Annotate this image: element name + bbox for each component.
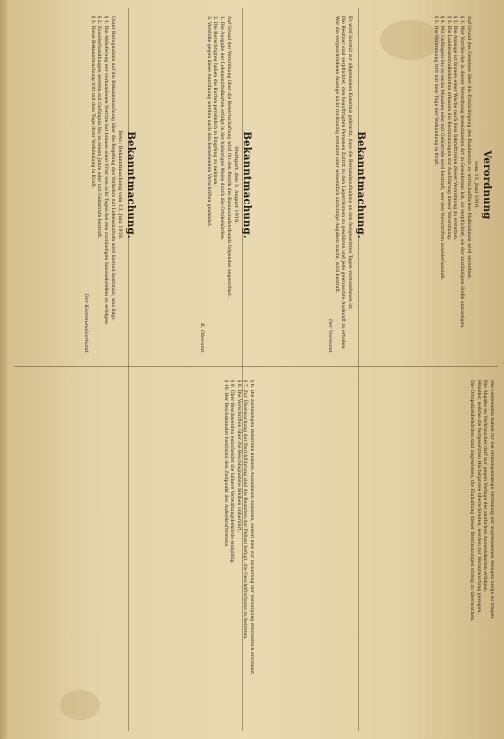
article-paragraph: 1. Die Ausgabe der Lebensmittelkarten erfolgt in der bisherigen Weise durch die Ortsbehörden. (219, 16, 224, 241)
article-block (142, 10, 254, 360)
article-paragraph: § 3. Diese Bekanntmachung tritt mit dem Tage ihrer Verkündung in Kraft. (89, 16, 95, 189)
article-subtitle: Stuttgart, den 3. August 1918. (233, 146, 239, 224)
article-paragraph: § 10. Der Reichskanzler bestimmt den Zeitpunkt des Außerkrafttretens. (222, 380, 228, 548)
article-paragraph: Die Abgabe an Verbraucher darf nur gegen Vorlage der amtlichen Ausweiskarten erfolgen. (482, 380, 488, 593)
article-paragraph: Die Gemeinden haben für die ordnungsmäßige Verteilung der zugewiesenen Mengen Sorge zu tragen. (489, 380, 494, 620)
article-paragraph: § 8. Die Vorschriften über die Beschlagnahme bleiben unberührt. (235, 380, 241, 533)
article-heading: Bekanntmachung. (241, 131, 252, 239)
article-paragraph: § 9. Über Beschwerden entscheidet die höhere Verwaltungsbehörde endgültig. (229, 380, 235, 565)
article-signature: Der Vorstand. (327, 318, 334, 354)
article-block (372, 10, 494, 360)
article-paragraph: Auf Grund des Gesetzes über die Ermächtigung des Bundesrats zu wirtschaftlichen Maßnahmen wird verordnet: (465, 16, 471, 280)
article-paragraph: § 4. Mit Gefängnis bis zu sechs Monaten oder mit Geldstrafe wird bestraft, wer den Vorschriften zuwiderhandelt. (439, 16, 445, 281)
article-heading: Verordnung (481, 150, 492, 220)
article-subtitle: Betr.: Bekanntmachung vom 13. Juni 1918. (117, 130, 123, 240)
article-paragraph: § 1. Wer Vorräte der in dieser Verordnung bezeichneten Art in Gewahrsam hat, ist verpflichtet, sie der zuständigen Stelle anzuzeigen. (459, 16, 464, 329)
article-paragraph: § 6. Die zuständigen Behörden können Ausnahmen zulassen, soweit dies zur Sicherung der Versorgung erforderlich erscheint. (249, 380, 254, 676)
article-paragraph: Auf Grund der Verordnung über die Bewirtschaftung wird für den Bezirk des Kommunalverbands folgendes angeordnet. (225, 16, 231, 298)
article-paragraph: § 3. Die Landeszentralbehörden erlassen die Bestimmungen zur Ausführung dieser Verordnung. (445, 16, 451, 241)
article-paragraph: Es wird hiermit zur allgemeinen Kenntnis gebracht, dass die Bestandsaufnahme an den festgesetzten Tagen vorzunehmen ist. (347, 16, 352, 311)
page-fold-shadow (0, 0, 10, 739)
rotated-content (14, 6, 498, 733)
article-block (20, 10, 138, 360)
article-heading: Bekanntmachung. (125, 131, 136, 239)
article-paragraph: Die Besitzer sind verpflichtet, den beauftragten Personen Zutritt zu den Lagerräumen zu gewähren und jede gewünschte Auskunft zu erteilen. (340, 16, 346, 350)
article-paragraph: § 7. Zur Überwachung der Durchführung sind die Beamten der Polizei befugt, die Geschäftsräume zu betreten. (242, 380, 248, 640)
article-block (258, 374, 494, 724)
article-paragraph: Unter Bezugnahme auf die Bekanntmachung über die Regelung des Verkehrs mit Lebensmitteln wird hiermit bestimmt, was folgt. (109, 16, 115, 321)
article-signature: K. Oberamt. (199, 323, 206, 354)
article-paragraph: § 2. Zuwiderhandlungen werden mit Gefängnis bis zu einem Jahre oder mit Geldstrafe bestraft. (96, 16, 102, 239)
article-paragraph: 3. Verstöße gegen diese Anordnung werden nach den bestehenden Vorschriften geahndet. (205, 16, 211, 228)
article-heading: Bekanntmachung. (355, 131, 366, 239)
article-paragraph: 2. Die Berechtigten haben die Karten persönlich in Empfang zu nehmen. (212, 16, 218, 186)
article-paragraph: Die Ortspolizeibehörden sind angewiesen, die Einhaltung dieser Bestimmungen streng zu überwachen. (469, 380, 475, 622)
article-signature: Der Kommunalverband. (83, 293, 90, 354)
rotated-text-area (14, 6, 498, 733)
article-paragraph: Wer die vorgeschriebene Anzeige nicht rechtzeitig erstattet oder wissentlich unrichtige Angaben macht, wird bestraft. (333, 16, 339, 294)
article-subtitle: vom 13. Juni 1918. (473, 161, 479, 209)
article-paragraph: § 1. Die Ablieferung der vorhandenen Vorräte hat binnen einer Frist von acht Tagen bei den zuständigen Sammelstellen zu erfolgen. (103, 16, 108, 326)
article-block (20, 374, 254, 724)
article-paragraph: § 5. Die Verordnung tritt mit dem Tage der Verkündung in Kraft. (432, 16, 438, 167)
article-paragraph: § 2. Die Anzeige ist binnen einer Woche nach dem Inkrafttreten dieser Verordnung zu erstatten. (452, 16, 458, 241)
article-block (258, 10, 368, 360)
article-paragraph: Händler, welche die festgesetzten Höchstpreise überschreiten, werden zur Verantwortung gezogen. (475, 380, 481, 614)
